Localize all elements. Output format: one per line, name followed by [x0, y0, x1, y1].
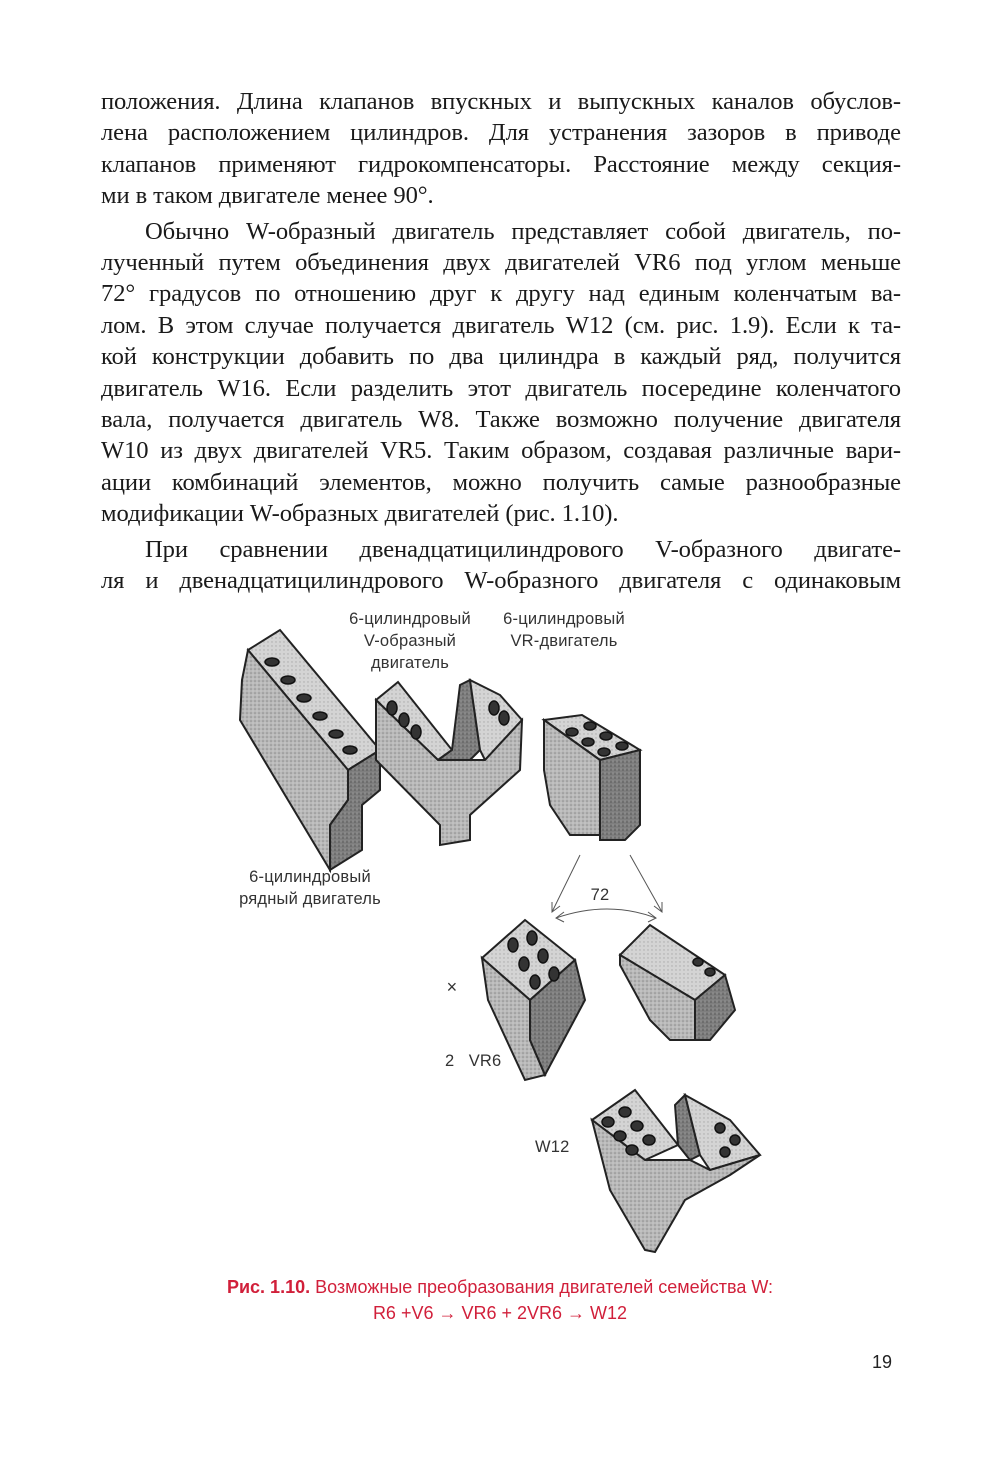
paragraph-2	[101, 216, 901, 530]
w12-engine	[592, 1090, 760, 1252]
label-line: VR-двигатель	[510, 632, 618, 650]
text-line: положения. Длина клапанов впускных и выпускных каналов обуслов-	[101, 88, 901, 115]
label-vr6	[484, 608, 644, 652]
label-line: рядный двигатель	[239, 890, 381, 908]
caption-line-1	[150, 1274, 850, 1300]
text-line: ля и двенадцатицилиндрового W-образного двигателя с одинаковым	[101, 567, 901, 595]
w12-label: W12	[535, 1138, 570, 1156]
label-line: 6-цилиндровый	[349, 610, 471, 628]
page-number: 19	[872, 1352, 893, 1372]
label-line: 6-цилиндровый	[503, 610, 625, 628]
v6-engine	[376, 680, 522, 845]
vr6-right-half	[620, 925, 735, 1040]
text-line: кой конструкции добавить по два цилиндра в каждый ряд, получится	[101, 343, 901, 371]
times-sign: ×	[446, 977, 458, 997]
caption-line-2: R6 +V6 → VR6 + 2VR6 → W12	[372, 1303, 628, 1323]
label-line: V-образный	[363, 632, 457, 650]
label-line: двигатель	[370, 654, 450, 672]
text-line: клапанов применяют гидрокомпенсаторы. Расстояние между секция-	[101, 150, 901, 178]
engine-diagram	[230, 600, 790, 1260]
label-v6	[330, 608, 490, 674]
caption-number: Рис. 1.10.	[226, 1277, 311, 1297]
vr6-engine	[544, 715, 640, 840]
body-text	[101, 86, 901, 597]
text-line: лом. В этом случае получается двигатель W12 (см. рис. 1.9). Если к та-	[101, 311, 901, 339]
paragraph-3	[101, 534, 901, 597]
caption-title: Возможные преобразования двигателей семейства W:	[310, 1277, 774, 1297]
engine-figure	[230, 600, 790, 1260]
angle-label: 72	[590, 886, 610, 904]
text-line: модификации W-образных двигателей (рис. 1.10).	[101, 500, 619, 528]
text-line: двигатель W16. Если разделить этот двигатель посередине коленчатого	[101, 374, 901, 402]
two-vr6-label: 2 VR6	[445, 1052, 502, 1070]
text-line: лена расположением цилиндров. Для устранения зазоров в приводе	[101, 119, 901, 147]
text-line: вала, получается двигатель W8. Также возможно получение двигателя	[101, 406, 901, 434]
label-r6	[225, 866, 395, 910]
text-line: лученный путем объединения двух двигателей VR6 под углом меньше	[101, 249, 901, 277]
text-line: W10 из двух двигателей VR5. Таким образом, создавая различные вари-	[101, 437, 901, 465]
figure-caption	[150, 1274, 850, 1326]
text-line: 72° градусов по отношению друг к другу над единым коленчатым ва-	[101, 280, 901, 308]
label-line: 6-цилиндровый	[249, 868, 371, 886]
text-line: При сравнении двенадцатицилиндрового V-образного двигате-	[145, 535, 901, 563]
text-line: Обычно W-образный двигатель представляет собой двигатель, по-	[145, 217, 901, 245]
text-line: ации комбинаций элементов, можно получить самые разнообразные	[101, 468, 901, 496]
text-line: ми в таком двигателе менее 90°.	[101, 182, 434, 210]
paragraph-1	[101, 86, 901, 212]
